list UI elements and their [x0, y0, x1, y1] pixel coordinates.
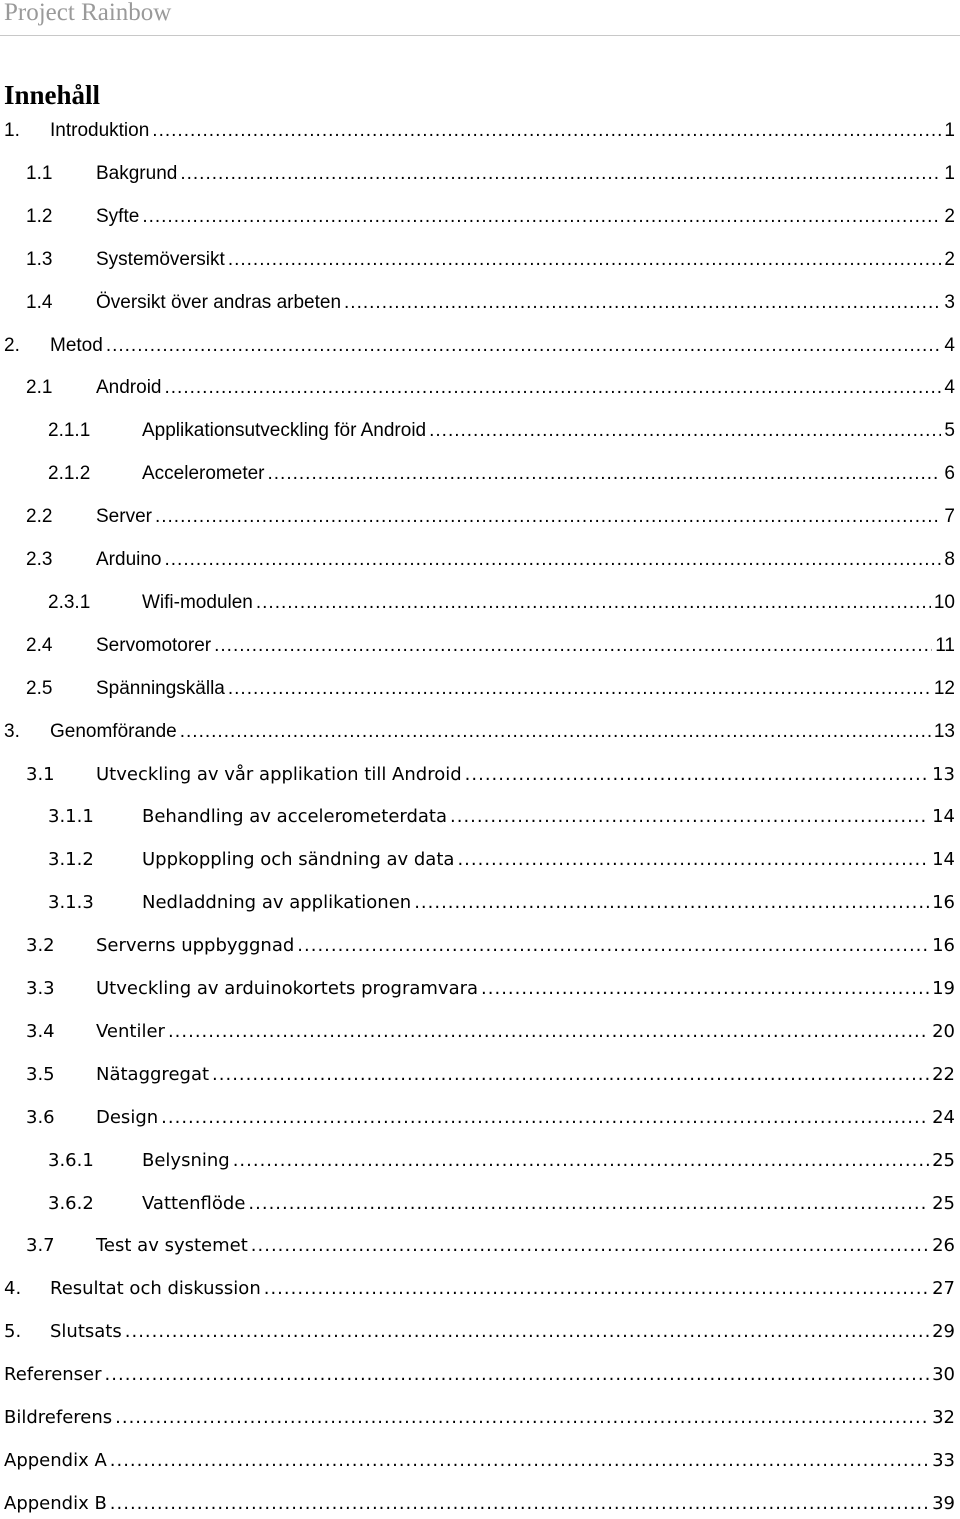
toc-entry-page: 4 [944, 335, 955, 356]
toc-entry-page: 24 [932, 1107, 955, 1128]
toc-entry-title: Applikationsutveckling för Android [142, 420, 427, 441]
toc-dot-leader [264, 1274, 929, 1304]
toc-entry[interactable] [4, 1403, 955, 1433]
toc-dot-leader [161, 1103, 929, 1133]
toc-entry-number: 3.6.2 [48, 1193, 94, 1214]
toc-entry-title: Serverns uppbyggnad [96, 935, 295, 956]
toc-entry[interactable] [48, 416, 955, 446]
running-header-title: Project Rainbow [4, 0, 172, 26]
toc-entry-number: 5. [4, 1321, 22, 1342]
toc-entry-number: 3.1.2 [48, 849, 94, 870]
toc-entry[interactable] [48, 588, 955, 618]
toc-dot-leader [142, 202, 941, 232]
toc-dot-leader [248, 1189, 929, 1219]
toc-entry-number: 2.3 [26, 549, 53, 570]
toc-dot-leader [414, 888, 929, 918]
toc-entry[interactable] [4, 1489, 955, 1519]
toc-dot-leader [168, 1017, 929, 1047]
toc-entry-title: Accelerometer [142, 463, 265, 484]
toc-dot-leader [457, 845, 929, 875]
toc-dot-leader [233, 1146, 929, 1176]
toc-dot-leader [214, 631, 932, 661]
toc-entry-page: 22 [932, 1064, 955, 1085]
toc-entry-page: 25 [932, 1193, 955, 1214]
toc-entry-page: 1 [944, 120, 955, 141]
toc-entry[interactable] [4, 1274, 955, 1304]
toc-entry[interactable] [26, 760, 955, 790]
toc-entry-page: 29 [932, 1321, 955, 1342]
toc-entry[interactable] [4, 1360, 955, 1390]
toc-entry-page: 19 [932, 978, 955, 999]
toc-dot-leader [106, 331, 942, 361]
toc-entry[interactable] [26, 245, 955, 275]
toc-entry-page: 30 [932, 1364, 955, 1385]
toc-entry-page: 11 [935, 635, 955, 656]
toc-dot-leader [155, 502, 941, 532]
toc-entry-title: Nätaggregat [96, 1064, 210, 1085]
toc-entry-number: 3.1.1 [48, 806, 94, 827]
toc-entry-title: Utveckling av arduinokortets programvara [96, 978, 479, 999]
toc-dot-leader [344, 288, 941, 318]
toc-entry[interactable] [4, 1317, 955, 1347]
toc-entry-title: Översikt över andras arbeten [96, 292, 342, 313]
toc-entry-number: 3.4 [26, 1021, 55, 1042]
toc-entry-page: 13 [932, 764, 955, 785]
toc-entry-number: 3.5 [26, 1064, 55, 1085]
toc-entry-page: 14 [932, 806, 955, 827]
toc-entry-page: 12 [933, 678, 955, 699]
toc-dot-leader [105, 1360, 930, 1390]
toc-entry[interactable] [26, 288, 955, 318]
toc-dot-leader [165, 373, 942, 403]
toc-dot-leader [256, 588, 931, 618]
toc-dot-leader [115, 1403, 929, 1433]
toc-entry-page: 20 [932, 1021, 955, 1042]
toc-entry-page: 1 [944, 163, 955, 184]
toc-entry[interactable] [4, 717, 955, 747]
toc-entry[interactable] [26, 674, 955, 704]
toc-entry-number: 1.1 [26, 163, 53, 184]
toc-entry-page: 4 [944, 377, 955, 398]
toc-entry-title: Genomförande [50, 721, 177, 742]
toc-entry-title: Metod [50, 335, 103, 356]
toc-entry[interactable] [4, 1446, 955, 1476]
toc-entry[interactable] [26, 502, 955, 532]
toc-entry-page: 5 [944, 420, 955, 441]
toc-entry[interactable] [26, 931, 955, 961]
toc-entry[interactable] [26, 202, 955, 232]
toc-entry-number: 3.2 [26, 935, 55, 956]
toc-entry-title: Uppkoppling och sändning av data [142, 849, 455, 870]
toc-entry[interactable] [26, 1017, 955, 1047]
toc-entry-number: 3.1.3 [48, 892, 94, 913]
toc-entry-number: 1.2 [26, 206, 53, 227]
toc-entry[interactable] [48, 802, 955, 832]
toc-entry-page: 6 [944, 463, 955, 484]
toc-entry-title: Servomotorer [96, 635, 212, 656]
toc-entry-page: 39 [932, 1493, 955, 1514]
toc-entry-number: 2.5 [26, 678, 53, 699]
toc-entry-page: 8 [944, 549, 955, 570]
toc-dot-leader [297, 931, 929, 961]
toc-entry[interactable] [4, 331, 955, 361]
toc-entry-number: 3.7 [26, 1235, 55, 1256]
toc-entry-page: 7 [944, 506, 955, 527]
toc-entry-number: 3.6.1 [48, 1150, 94, 1171]
toc-entry-title: Utveckling av vår applikation till Android [96, 764, 462, 785]
toc-entry[interactable] [48, 459, 955, 489]
toc-entry[interactable] [26, 373, 955, 403]
toc-entry[interactable] [4, 116, 955, 146]
toc-dot-leader [110, 1446, 929, 1476]
toc-entry[interactable] [48, 1189, 955, 1219]
toc-entry-title: Nedladdning av applikationen [142, 892, 412, 913]
toc-entry-number: 3. [4, 721, 20, 742]
toc-entry-title: Slutsats [50, 1321, 122, 1342]
toc-entry-number: 1.4 [26, 292, 53, 313]
toc-entry[interactable] [26, 631, 955, 661]
toc-entry-title: Resultat och diskussion [50, 1278, 261, 1299]
toc-entry-page: 14 [932, 849, 955, 870]
toc-entry-number: 4. [4, 1278, 22, 1299]
toc-dot-leader [125, 1317, 929, 1347]
toc-dot-leader [465, 760, 929, 790]
toc-entry[interactable] [26, 1060, 955, 1090]
toc-entry-number: 1.3 [26, 249, 53, 270]
toc-entry-title: Bakgrund [96, 163, 178, 184]
toc-dot-leader [228, 674, 931, 704]
toc-entry[interactable] [26, 1103, 955, 1133]
toc-entry[interactable] [26, 1231, 955, 1261]
toc-entry-page: 2 [944, 249, 955, 270]
toc-entry-title: Bildreferens [4, 1407, 113, 1428]
header-divider [0, 35, 960, 36]
toc-entry-number: 2.1.2 [48, 463, 91, 484]
toc-entry-number: 2.1 [26, 377, 53, 398]
toc-dot-leader [450, 802, 929, 832]
toc-entry-title: Systemöversikt [96, 249, 225, 270]
toc-entry-title: Test av systemet [96, 1235, 248, 1256]
toc-entry-title: Wifi-modulen [142, 592, 253, 613]
toc-entry-number: 2.1.1 [48, 420, 91, 441]
toc-entry-number: 2.2 [26, 506, 53, 527]
toc-dot-leader [212, 1060, 929, 1090]
toc-entry[interactable] [48, 1146, 955, 1176]
toc-entry[interactable] [26, 974, 955, 1004]
toc-entry-number: 3.6 [26, 1107, 55, 1128]
toc-dot-leader [268, 459, 942, 489]
toc-dot-leader [180, 717, 931, 747]
toc-dot-leader [180, 159, 941, 189]
toc-entry-page: 16 [932, 935, 955, 956]
toc-dot-leader [481, 974, 929, 1004]
toc-dot-leader [165, 545, 942, 575]
toc-entry-title: Android [96, 377, 162, 398]
toc-dot-leader [429, 416, 941, 446]
toc-entry-title: Vattenflöde [142, 1193, 246, 1214]
toc-entry-title: Introduktion [50, 120, 150, 141]
toc-entry-title: Ventiler [96, 1021, 165, 1042]
toc-entry-title: Design [96, 1107, 159, 1128]
toc-entry-page: 27 [932, 1278, 955, 1299]
toc-entry-number: 3.1 [26, 764, 55, 785]
toc-entry-page: 25 [932, 1150, 955, 1171]
toc-entry[interactable] [26, 545, 955, 575]
toc-entry-page: 10 [933, 592, 955, 613]
toc-entry-page: 32 [932, 1407, 955, 1428]
toc-entry-title: Arduino [96, 549, 162, 570]
toc-entry-title: Spänningskälla [96, 678, 225, 699]
toc-dot-leader [251, 1231, 929, 1261]
toc-entry[interactable] [48, 845, 955, 875]
toc-dot-leader [152, 116, 941, 146]
toc-entry-page: 3 [944, 292, 955, 313]
toc-entry-page: 13 [933, 721, 955, 742]
toc-entry-title: Behandling av accelerometerdata [142, 806, 448, 827]
toc-entry-title: Referenser [4, 1364, 102, 1385]
toc-entry-title: Belysning [142, 1150, 230, 1171]
toc-entry-page: 2 [944, 206, 955, 227]
toc-entry-title: Appendix A [4, 1450, 107, 1471]
toc-dot-leader [228, 245, 942, 275]
toc-entry-number: 2.3.1 [48, 592, 91, 613]
toc-dot-leader [110, 1489, 929, 1519]
toc-entry-title: Syfte [96, 206, 140, 227]
toc-entry[interactable] [48, 888, 955, 918]
toc-entry-number: 1. [4, 120, 20, 141]
toc-entry[interactable] [26, 159, 955, 189]
toc-entry-page: 26 [932, 1235, 955, 1256]
toc-entry-number: 2. [4, 335, 20, 356]
toc-entry-title: Server [96, 506, 152, 527]
toc-entry-number: 2.4 [26, 635, 53, 656]
toc-entry-page: 33 [932, 1450, 955, 1471]
toc-entry-number: 3.3 [26, 978, 55, 999]
toc-heading: Innehåll [4, 80, 101, 110]
toc-entry-page: 16 [932, 892, 955, 913]
toc-entry-title: Appendix B [4, 1493, 107, 1514]
